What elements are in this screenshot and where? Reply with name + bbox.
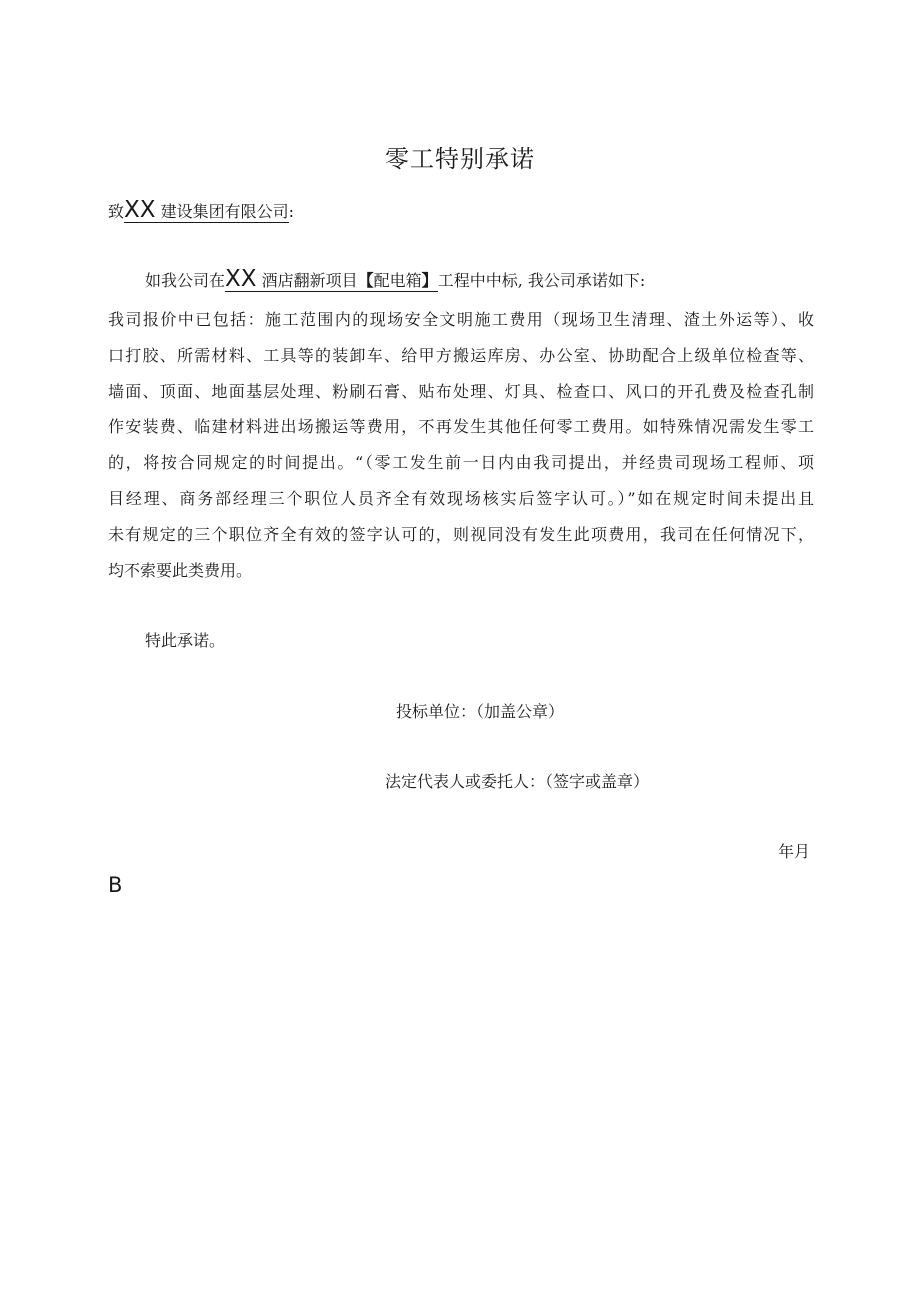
intro-line (145, 266, 645, 292)
company-placeholder: XX (124, 197, 156, 223)
bidder-line: 投标单位：（加盖公章） (396, 702, 565, 721)
body-line: 口打胶、所需材料、工具等的装卸车、给甲方搬运库房、办公室、协助配合上级单位检查等、 (108, 346, 814, 365)
body-line: 的，将按合同规定的时间提出。“（零工发生前一日内由我司提出，并经贵司现场工程师、项 (108, 453, 814, 472)
closing-line: 特此承诺。 (145, 631, 226, 650)
date-line: 年月 (778, 842, 811, 861)
scope-name: 配电箱 (373, 271, 422, 290)
addressee-suffix: : (288, 202, 295, 221)
body-line: 作安装费、临建材料进出场搬运等费用，不再发生其他任何零工费用。如特殊情况需发生零工 (108, 417, 814, 436)
intro-suffix: 工程中中标, 我公司承诺如下: (437, 271, 646, 290)
body-line: 我司报价中已包括：施工范围内的现场安全文明施工费用（现场卫生清理、渣土外运等）、收 (108, 310, 814, 329)
project-name: 酒店翻新项目 (261, 271, 358, 290)
intro-project (225, 266, 438, 292)
company-name: 建设集团有限公司 (160, 202, 289, 221)
body-line: 目经理、商务部经理三个职位人员齐全有效现场核实后签字认可。）”如在规定时间未提出且 (108, 489, 814, 508)
body-line: 未有规定的三个职位齐全有效的签字认可的，则视同没有发生此项费用，我司在任何情况下， (108, 525, 814, 544)
footer-mark: B (108, 873, 123, 897)
addressee-company (124, 197, 289, 223)
addressee-line (108, 197, 294, 223)
scope-bracket-close: 】 (421, 271, 438, 290)
project-placeholder: XX (225, 266, 257, 292)
scope-bracket-open: 【 (357, 271, 374, 290)
body-line: 均不索要此类费用。 (108, 561, 253, 580)
representative-line: 法定代表人或委托人：（签字或盖章） (385, 772, 650, 791)
document-title: 零工特别承诺 (385, 145, 535, 173)
body-line: 墙面、顶面、地面基层处理、粉刷石膏、贴布处理、灯具、检查口、风口的开孔费及检查孔制 (108, 382, 814, 401)
addressee-prefix: 致 (108, 202, 125, 221)
intro-prefix: 如我公司在 (145, 271, 226, 290)
